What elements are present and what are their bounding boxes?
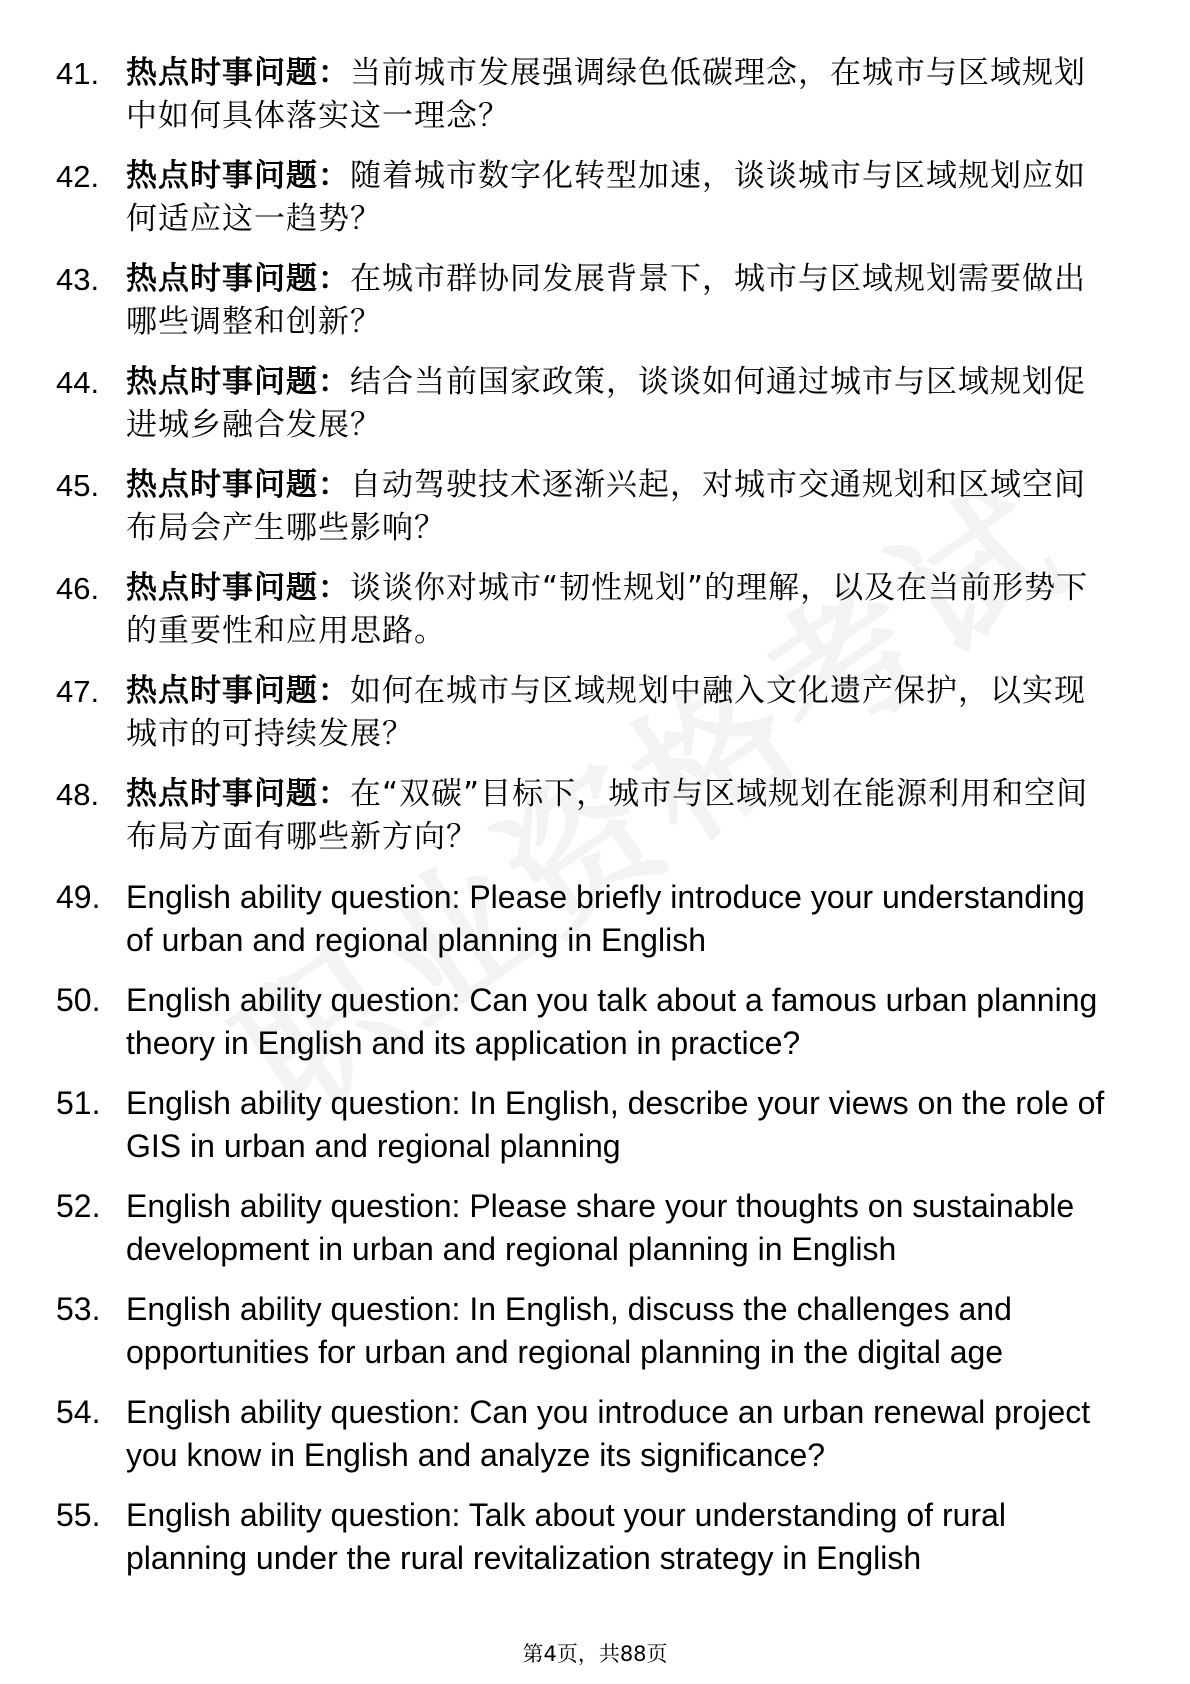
question-item bbox=[56, 1494, 1106, 1580]
question-number: 43. bbox=[56, 262, 100, 297]
question-category: 热点时事问题： bbox=[126, 570, 350, 606]
question-number: 50. bbox=[56, 982, 101, 1018]
question-number: 45. bbox=[56, 468, 100, 503]
question-item bbox=[56, 670, 1106, 756]
question-number: 41. bbox=[56, 56, 100, 91]
question-number: 53. bbox=[56, 1291, 101, 1327]
question-number: 51. bbox=[56, 1085, 101, 1121]
question-number: 48. bbox=[56, 777, 100, 812]
question-item bbox=[56, 979, 1106, 1065]
question-text: English ability question: Please briefly introduce your understanding of urban and regional planning in English bbox=[126, 879, 1085, 958]
page-number: 第4页，共88页 bbox=[522, 1642, 668, 1666]
question-item bbox=[56, 876, 1106, 962]
question-item bbox=[56, 1082, 1106, 1168]
question-item bbox=[56, 361, 1106, 447]
question-item bbox=[56, 1391, 1106, 1477]
question-text: 在“双碳”目标下，城市与区域规划在能源利用和空间布局方面有哪些新方向？ bbox=[126, 776, 1089, 855]
question-category: 热点时事问题： bbox=[126, 364, 350, 400]
question-text: 当前城市发展强调绿色低碳理念，在城市与区域规划中如何具体落实这一理念？ bbox=[126, 55, 1086, 134]
question-category: 热点时事问题： bbox=[126, 55, 350, 91]
question-item bbox=[56, 1288, 1106, 1374]
question-number: 46. bbox=[56, 571, 100, 606]
question-category: 热点时事问题： bbox=[126, 673, 350, 709]
question-text: 自动驾驶技术逐渐兴起，对城市交通规划和区域空间布局会产生哪些影响？ bbox=[126, 467, 1086, 546]
question-number: 47. bbox=[56, 674, 100, 709]
question-text: English ability question: Can you introduce an urban renewal project you know in English and analyze its significance? bbox=[126, 1394, 1091, 1473]
question-category: 热点时事问题： bbox=[126, 467, 350, 503]
question-item bbox=[56, 52, 1106, 138]
question-item bbox=[56, 773, 1106, 859]
question-item bbox=[56, 567, 1106, 653]
question-number: 52. bbox=[56, 1188, 101, 1224]
question-number: 42. bbox=[56, 159, 100, 194]
question-category: 热点时事问题： bbox=[126, 776, 350, 812]
question-text: 在城市群协同发展背景下，城市与区域规划需要做出哪些调整和创新？ bbox=[126, 261, 1086, 340]
question-text: English ability question: Please share your thoughts on sustainable development in urban and regional planning in English bbox=[126, 1188, 1075, 1267]
question-text: English ability question: Talk about your understanding of rural planning under the rural revitalization strategy in English bbox=[126, 1497, 1006, 1576]
question-item bbox=[56, 464, 1106, 550]
question-text: English ability question: In English, describe your views on the role of GIS in urban and regional planning bbox=[126, 1085, 1105, 1164]
question-category: 热点时事问题： bbox=[126, 261, 350, 297]
question-text: 随着城市数字化转型加速，谈谈城市与区域规划应如何适应这一趋势？ bbox=[126, 158, 1086, 237]
question-number: 54. bbox=[56, 1394, 101, 1430]
question-text: English ability question: Can you talk about a famous urban planning theory in English and its application in practice? bbox=[126, 982, 1098, 1061]
question-item bbox=[56, 258, 1106, 344]
question-number: 49. bbox=[56, 879, 101, 915]
question-text: 结合当前国家政策，谈谈如何通过城市与区域规划促进城乡融合发展？ bbox=[126, 364, 1086, 443]
question-number: 44. bbox=[56, 365, 100, 400]
question-category: 热点时事问题： bbox=[126, 158, 350, 194]
question-item bbox=[56, 1185, 1106, 1271]
question-number: 55. bbox=[56, 1497, 101, 1533]
question-item bbox=[56, 155, 1106, 241]
question-text: English ability question: In English, discuss the challenges and opportunities for urban and regional planning in the digital age bbox=[126, 1291, 1012, 1370]
question-text: 谈谈你对城市“韧性规划”的理解，以及在当前形势下的重要性和应用思路。 bbox=[126, 570, 1089, 649]
question-list bbox=[0, 52, 1190, 1597]
question-text: 如何在城市与区域规划中融入文化遗产保护，以实现城市的可持续发展？ bbox=[126, 673, 1086, 752]
